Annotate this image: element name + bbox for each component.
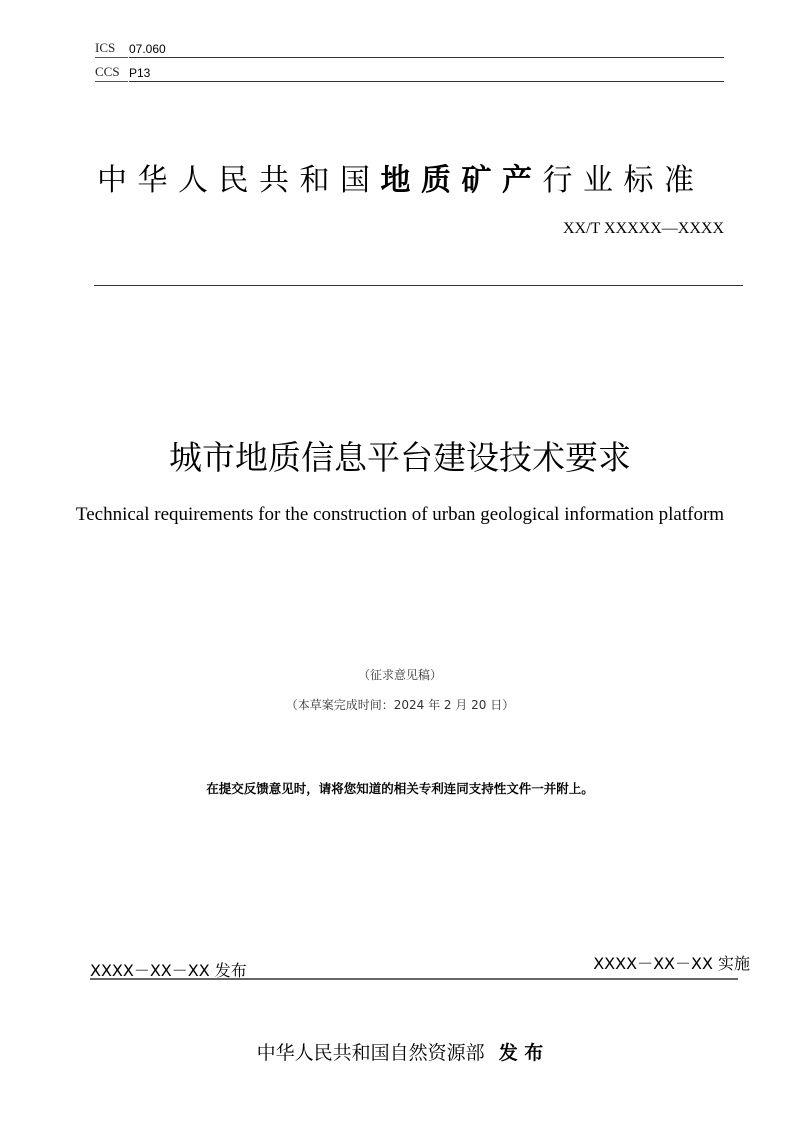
banner-type: 行业标准 bbox=[542, 163, 705, 198]
draft-status: （征求意见稿） bbox=[357, 668, 442, 682]
ics-label: ICS bbox=[95, 40, 116, 55]
draft-date: （本草案完成时间：2024 年 2 月 20 日） bbox=[285, 698, 515, 712]
ics-value: 07.060 bbox=[129, 42, 166, 56]
standard-banner bbox=[97, 155, 705, 199]
ccs-value-underline bbox=[129, 81, 724, 82]
issuer-action: 发 布 bbox=[498, 1042, 544, 1064]
ics-row bbox=[95, 38, 724, 58]
document-title-en: Technical requirements for the construction of urban geological information platform bbox=[75, 504, 725, 525]
header-divider bbox=[94, 285, 743, 286]
issuer-line bbox=[0, 1038, 800, 1065]
document-title-cn: 城市地质信息平台建设技术要求 bbox=[169, 438, 631, 477]
ccs-label: CCS bbox=[95, 64, 120, 79]
ccs-label-underline bbox=[95, 81, 128, 82]
publish-date: XXXX－XX－XX 发布 bbox=[90, 961, 247, 980]
implement-date: XXXX－XX－XX 实施 bbox=[593, 954, 750, 973]
banner-country: 中华人民共和国 bbox=[97, 163, 381, 198]
footer-divider bbox=[90, 978, 738, 980]
banner-sector: 地质矿产 bbox=[380, 163, 543, 198]
patent-notice: 在提交反馈意见时，请将您知道的相关专利连同支持性文件一并附上。 bbox=[206, 781, 594, 796]
ccs-value: P13 bbox=[129, 66, 151, 80]
issuer: 中华人民共和国自然资源部 bbox=[256, 1042, 485, 1064]
ccs-row bbox=[95, 62, 724, 82]
ics-value-underline bbox=[129, 57, 724, 58]
ics-label-underline bbox=[95, 57, 128, 58]
standard-number: XX/T XXXXX—XXXX bbox=[562, 220, 724, 237]
